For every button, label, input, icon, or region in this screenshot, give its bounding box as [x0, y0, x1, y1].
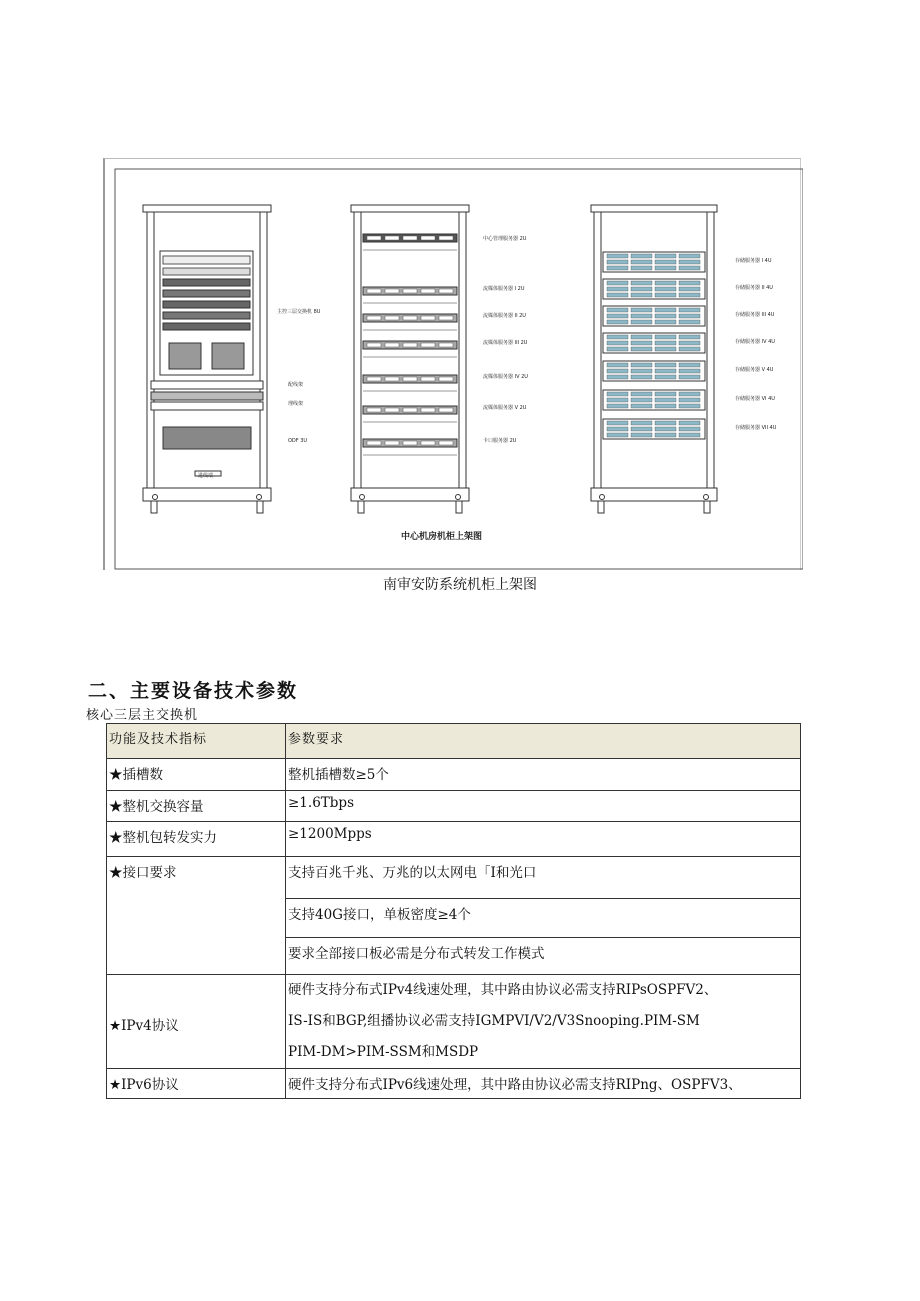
- cabinet1-label: ODF 3U: [288, 438, 308, 444]
- diagram-title: 中心机房机柜上架图: [401, 532, 483, 542]
- server-unit: [363, 314, 457, 330]
- row-item: ★插槽数: [107, 759, 286, 791]
- cabinet1-bottom-label: 进线端: [198, 473, 214, 479]
- cabinet-3: [591, 205, 777, 513]
- cabinet2-label: 流媒体服务器 I 2U: [483, 286, 525, 292]
- cabinet1-label: 理线架: [288, 401, 304, 407]
- row-value: ≥1.6Tbps: [286, 791, 801, 822]
- server-unit: [363, 375, 457, 391]
- subsection-title: 核心三层主交换机: [86, 708, 199, 723]
- server-unit: [363, 406, 457, 422]
- section-title: 二、主要设备技术参数: [88, 680, 299, 702]
- row-value: ≥1200Mpps: [286, 822, 801, 857]
- table-row: [107, 791, 801, 822]
- cabinet3-label: 存储服务器 VII 4U: [735, 425, 777, 431]
- cabinet2-label: 卡口服务器 2U: [483, 438, 517, 444]
- cabinet2-label: 流媒体服务器 V 2U: [483, 405, 527, 411]
- table-row: [107, 1069, 801, 1099]
- cabinet3-label: 存储服务器 VI 4U: [735, 396, 775, 402]
- table-row: [107, 759, 801, 791]
- row-value-multiline: [286, 975, 801, 1069]
- header-cell: 参数要求: [286, 724, 801, 759]
- row-item: ★整机包转发实力: [107, 822, 286, 857]
- storage-unit: [603, 306, 705, 326]
- spec-table: [106, 723, 801, 1099]
- row-value: 硬件支持分布式IPv6线速处理，其中路由协议必需支持RIPng、OSPFV3、: [286, 1069, 801, 1099]
- storage-unit: [603, 419, 705, 439]
- server-unit: [363, 234, 457, 250]
- storage-unit: [603, 333, 705, 353]
- cabinet3-label: 存储服务器 II 4U: [735, 285, 773, 291]
- cabinet1-label: 主控三层交换机 8U: [277, 309, 321, 315]
- cabinet1-label: 配线架: [288, 382, 304, 388]
- table-row: [107, 975, 801, 1069]
- cabinet3-label: 存储服务器 IV 4U: [735, 339, 775, 345]
- figure-caption: 南审安防系统机柜上架图: [383, 577, 537, 593]
- row-item: ★IPv4协议: [107, 975, 286, 1069]
- server-unit: [363, 341, 457, 357]
- row-item: ★IPv6协议: [107, 1069, 286, 1099]
- row-value: 支持百兆千兆、万兆的以太网电「I和光口: [286, 857, 801, 899]
- rack-diagram-figure: [103, 158, 801, 570]
- storage-unit: [603, 390, 705, 410]
- cabinet3-label: 存储服务器 III 4U: [735, 312, 775, 318]
- row-value-line: 硬件支持分布式IPv4线速处理，其中路由协议必需支持RIPsOSPFV2、: [288, 982, 718, 998]
- row-value-line: PIM-DM>PIM-SSM和MSDP: [288, 1044, 479, 1060]
- cabinet3-label: 存储服务器 I 4U: [735, 258, 772, 264]
- row-item: ★整机交换容量: [107, 791, 286, 822]
- cabinet-1: [143, 205, 321, 513]
- storage-unit: [603, 361, 705, 381]
- cabinet2-label: 流媒体服务器 IV 2U: [483, 374, 528, 380]
- row-item: ★接口要求: [107, 857, 286, 975]
- cabinet2-label: 流媒体服务器 III 2U: [483, 340, 528, 346]
- row-value: 支持40G接口，单板密度≥4个: [286, 899, 801, 938]
- table-header-row: [107, 724, 801, 759]
- storage-unit: [603, 279, 705, 299]
- row-value: 整机插槽数≥5个: [286, 759, 801, 791]
- table-row: [107, 857, 801, 899]
- row-value-line: IS-IS和BGP,组播协议必需支持IGMPVI/V2/V3Snooping.PIM-SM: [288, 1013, 700, 1029]
- row-value: 要求全部接口板必需是分布式转发工作模式: [286, 938, 801, 975]
- rack-diagram: [105, 159, 803, 571]
- cabinet2-label: 中心管理服务器 2U: [483, 236, 527, 242]
- server-unit: [363, 439, 457, 455]
- cabinet3-label: 存储服务器 V 4U: [735, 367, 774, 373]
- table-row: [107, 822, 801, 857]
- header-cell: 功能及技术指标: [107, 724, 286, 759]
- server-unit: [363, 287, 457, 303]
- cabinet-2: [351, 205, 528, 513]
- cabinet2-label: 流媒体服务器 II 2U: [483, 313, 526, 319]
- storage-unit: [603, 252, 705, 272]
